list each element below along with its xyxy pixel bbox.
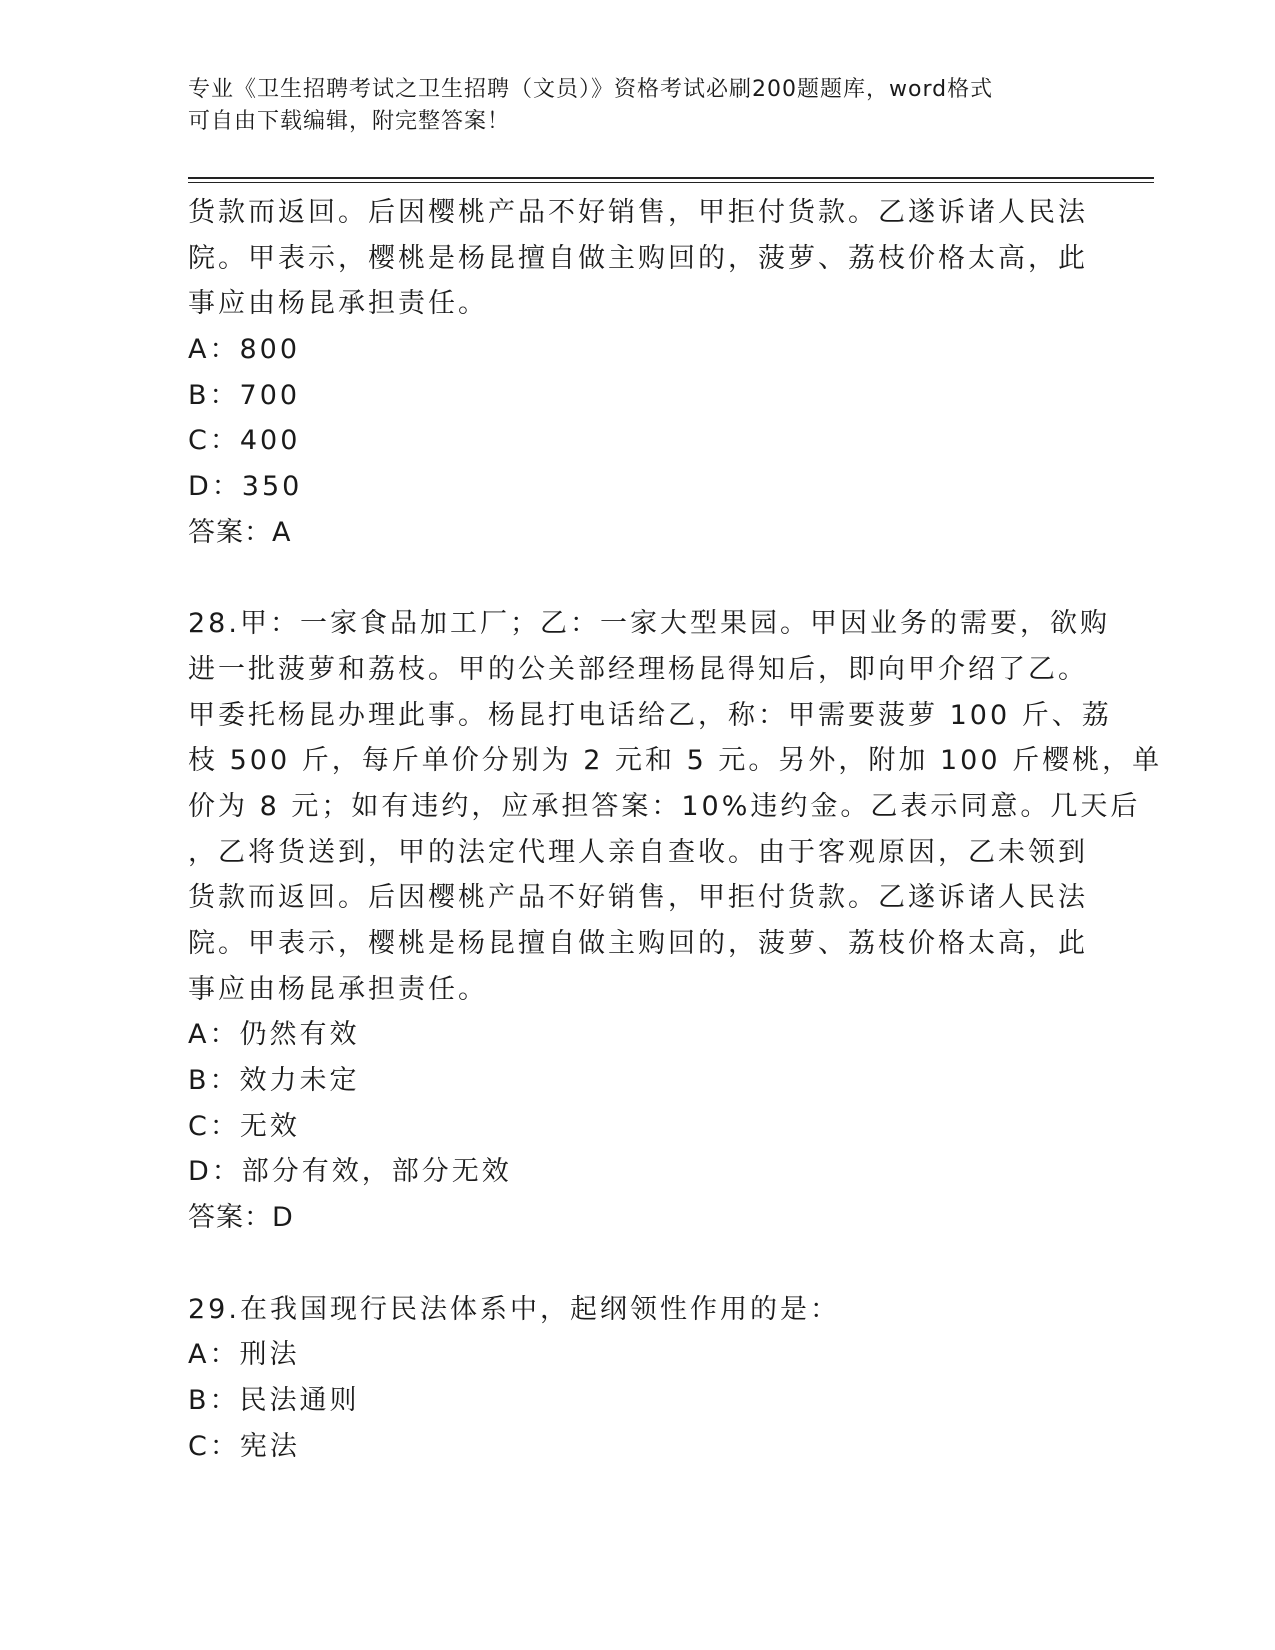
question-28 bbox=[188, 601, 1163, 1241]
answer: 答案：D bbox=[188, 1202, 294, 1234]
question-text-line: 事应由杨昆承担责任。 bbox=[188, 288, 488, 320]
option-b: B：民法通则 bbox=[188, 1384, 360, 1416]
answer: 答案：A bbox=[188, 516, 292, 548]
question-text-line: 28.甲：一家食品加工厂；乙：一家大型果园。甲因业务的需要，欲购 bbox=[188, 608, 1110, 640]
document-header bbox=[188, 74, 1088, 138]
question-text-line: 枝 500 斤，每斤单价分别为 2 元和 5 元。另外，附加 100 斤樱桃，单 bbox=[188, 745, 1163, 777]
question-text-line: 货款而返回。后因樱桃产品不好销售，甲拒付货款。乙遂诉诸人民法 bbox=[188, 197, 1088, 228]
question-text-line: 院。甲表示，樱桃是杨昆擅自做主购回的，菠萝、荔枝价格太高，此 bbox=[188, 928, 1088, 959]
header-line-1: 专业《卫生招聘考试之卫生招聘（文员）》资格考试必刷200题题库，word格式 bbox=[188, 77, 994, 102]
option-a: A：刑法 bbox=[188, 1339, 300, 1371]
question-text-line: 29.在我国现行民法体系中，起纲领性作用的是： bbox=[188, 1293, 840, 1325]
option-a: A：800 bbox=[188, 334, 301, 366]
question-text-line: 价为 8 元；如有违约，应承担答案：10%违约金。乙表示同意。几天后 bbox=[188, 790, 1141, 822]
option-b: B：700 bbox=[188, 379, 301, 411]
question-27-continuation bbox=[188, 190, 1088, 556]
header-rule-thin bbox=[188, 182, 1154, 183]
option-d: D：350 bbox=[188, 471, 303, 503]
header-line-2: 可自由下载编辑，附完整答案！ bbox=[188, 109, 511, 134]
document-body bbox=[188, 190, 1163, 1469]
question-text-line: 甲委托杨昆办理此事。杨昆打电话给乙，称：甲需要菠萝 100 斤、荔 bbox=[188, 699, 1112, 731]
option-d: D：部分有效，部分无效 bbox=[188, 1156, 512, 1188]
question-text-line: 事应由杨昆承担责任。 bbox=[188, 973, 488, 1005]
question-29 bbox=[188, 1287, 1088, 1470]
option-c: C：无效 bbox=[188, 1110, 300, 1142]
question-text-line: 院。甲表示，樱桃是杨昆擅自做主购回的，菠萝、荔枝价格太高，此 bbox=[188, 242, 1088, 274]
question-text-line: 进一批菠萝和荔枝。甲的公关部经理杨昆得知后，即向甲介绍了乙。 bbox=[188, 653, 1088, 685]
option-b: B：效力未定 bbox=[188, 1065, 360, 1097]
option-a: A：仍然有效 bbox=[188, 1019, 360, 1051]
option-c: C：宪法 bbox=[188, 1430, 300, 1462]
question-text-line: ，乙将货送到，甲的法定代理人亲自查收。由于客观原因，乙未领到 bbox=[188, 836, 1088, 868]
option-c: C：400 bbox=[188, 425, 301, 457]
question-text-line: 货款而返回。后因樱桃产品不好销售，甲拒付货款。乙遂诉诸人民法 bbox=[188, 882, 1088, 914]
header-rule-thick bbox=[188, 177, 1154, 179]
